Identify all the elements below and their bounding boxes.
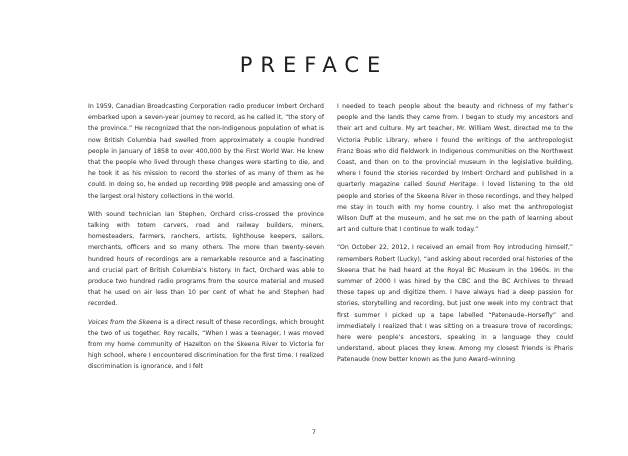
book-title-italic: Voices from the Skeena: [88, 318, 162, 326]
page-title: PREFACE: [239, 53, 389, 77]
paragraph-roy-recollection: [337, 101, 573, 235]
page-number: 7: [311, 428, 317, 436]
paragraph-voices-origin: [88, 317, 324, 373]
magazine-title-italic: Sound Heritage: [425, 181, 477, 189]
paragraph-orchard-intro: In 1959, Canadian Broadcasting Corporation radio producer Imbert Orchard embarked upon a seven-year journey to record, as he called it, “the story of the province.” He recognized that the non-Indigenous population of what is now British Columbia had swelled from approximately a couple hundred people in January of 1858 to over 400,000 by the First World War. He knew that the people who lived through these changes were starting to die, and he took it as his mission to record the stories of as many of them as he could. In doing so, he ended up recording 998 people and amassing one of the largest oral history collections in the world.: [88, 103, 324, 200]
right-column: [337, 101, 573, 373]
paragraph-text: . I loved listening to the old people and stories of the Skeena River in those recordings, and they helped me stay in touch with my home country. I also met the anthropologist Wilson Duff at the museum, and he set me on the path of learning about art and culture that I continue to walk today.”: [337, 181, 573, 234]
paragraph-stephen-recordings: With sound technician Ian Stephen, Orchard criss-crossed the province talking with totem carvers, road and railway builders, miners, homesteaders, farmers, ranchers, artists, lighthouse keepers, sailors, merchants, officers and so many others. The more than twenty-seven hundred hours of recordings are a remarkable resource and a fascinating and crucial part of British Columbia’s history. In fact, Orchard was able to produce two hundred radio programs from the source material and mused that he used on air less than 10 per cent of what he and Stephen had recorded.: [88, 210, 324, 308]
left-column: [88, 101, 324, 380]
paragraph-robert-email: “On October 22, 2012, I received an email from Roy introducing himself,” remembers Robert (Lucky), “and asking about recorded oral histories of the Skeena that he had heard at the Royal BC Museum in the 1960s. In the summer of 2000 I was hired by the CBC and the BC Archives to thread those tapes up and digitize them. I have always had a deep passion for stories, storytelling and recording, but just one week into my contract that first summer I picked up a tape labelled “Patenaude–Horsefly” and immediately I realized that I was sitting on a treasure trove of recordings; here were people’s ancestors, speaking in a language they could understand, about places they knew. Among my closest friends is Pharis Patenaude (now better known as the Juno Award–winning: [337, 244, 573, 364]
paragraph-text: is a direct result of these recordings, which brought the two of us together. Roy recalls, “When I was a teenager, I was moved from my home community of Hazelton on the Skeena River to Victoria for high school, where I encountered discrimination for the first time. I realized discrimination is ignorance, and I felt: [88, 318, 324, 371]
paragraph-text: I needed to teach people about the beauty and richness of my father’s people and the lands they came from. I began to study my ancestors and their art and culture. My art teacher, Mr. William West, directed me to the Victoria Public Library, where I found the writings of the anthropologist Franz Boas who did fieldwork in Indigenous communities on the Northwest Coast, and then on to the provincial museum in the legislative building, where I found the stories recorded by Imbert Orchard and published in a quarterly magazine called: [337, 103, 573, 189]
